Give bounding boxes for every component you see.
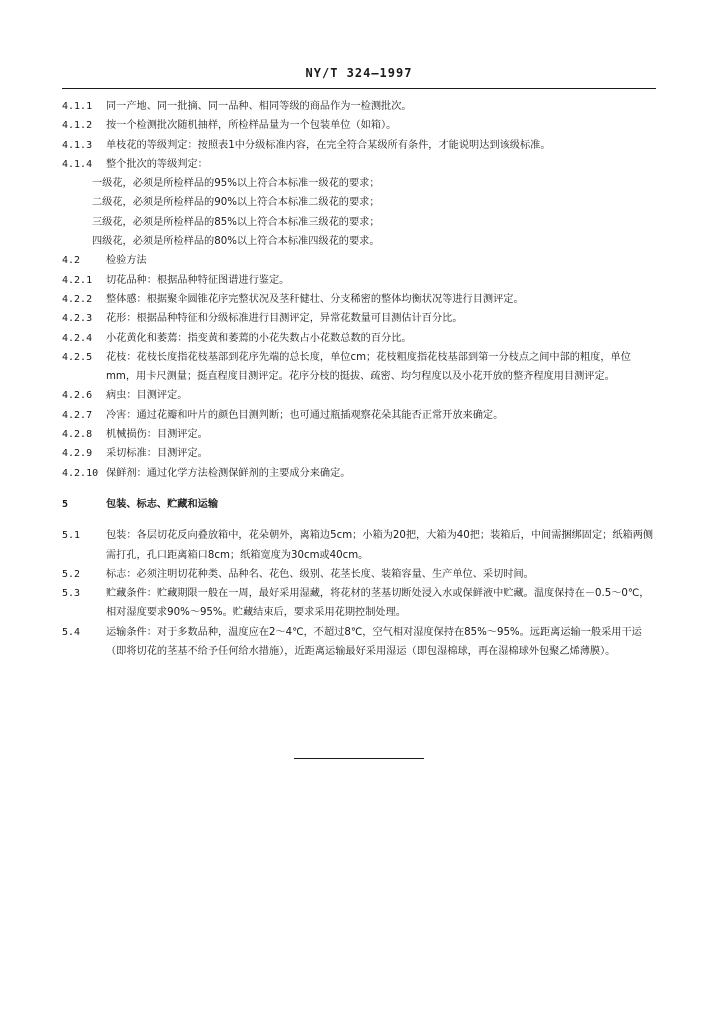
clause-text: 包装：各层切花反向叠放箱中，花朵朝外，离箱边5cm；小箱为20把，大箱为40把；装箱后，中间需捆绑固定；纸箱两侧需打孔，孔口距离箱口8cm；纸箱宽度为30cm或40cm。 (106, 530, 654, 561)
clause-number: 4.2.3 (62, 313, 93, 325)
grade-4-rule: 四级花，必须是所检样品的80%以上符合本标准四级花的要求。 (92, 236, 380, 248)
grade-1-rule: 一级花，必须是所检样品的95%以上符合本标准一级花的要求； (92, 178, 380, 190)
end-of-document-rule (294, 758, 424, 759)
clause-number: 4.2.2 (62, 293, 93, 305)
document-body (62, 97, 654, 661)
clause-text: 花枝：花枝长度指花枝基部到花序先端的总长度，单位cm；花枝粗度指花枝基部到第一分枝点之间中部的粗度，单位mm，用卡尺测量；挺直程度目测评定。花序分枝的挺拔、疏密、均匀程度以及小花开放的整齐程度用目测评定。 (106, 351, 631, 383)
clause-4-2-4 (62, 329, 654, 348)
section-title: 包装、标志、贮藏和运输 (106, 498, 219, 510)
clause-number: 4.2.8 (62, 429, 93, 441)
clause-5-4 (62, 623, 654, 662)
clause-text: 整个批次的等级判定： (106, 158, 208, 170)
clause-number: 4.1.3 (62, 139, 93, 151)
clause-4-2-8 (62, 425, 654, 444)
clause-text: 运输条件：对于多数品种，温度应在2～4℃，不超过8℃，空气相对湿度保持在85%～95%。远距离运输一般采用干运（即将切花的茎基不给予任何给水措施），近距离运输最好采用湿运（即包湿棉球，再在湿棉球外包聚乙烯薄膜）。 (106, 626, 642, 658)
section-4-2-heading (62, 251, 654, 270)
clause-text: 按一个检测批次随机抽样，所检样品量为一个包装单位（如箱）。 (106, 120, 397, 132)
clause-number: 4.2.1 (62, 274, 93, 286)
clause-4-1-1 (62, 97, 654, 116)
clause-text: 同一产地、同一批摘、同一品种、相同等级的商品作为一检测批次。 (106, 101, 412, 112)
section-title: 检验方法 (106, 255, 147, 267)
clause-4-2-5 (62, 348, 654, 387)
spacer (62, 514, 654, 526)
clause-number: 5.1 (62, 530, 81, 542)
header-rule (62, 88, 656, 89)
grade-3-rule: 三级花，必须是所检样品的85%以上符合本标准三级花的要求； (92, 216, 380, 228)
clause-number: 4.1.4 (62, 158, 93, 170)
clause-number: 5.2 (62, 568, 81, 580)
clause-text: 病虫：目测评定。 (106, 390, 188, 402)
clause-4-2-1 (62, 271, 654, 290)
clause-4-2-9 (62, 444, 654, 463)
clause-4-1-4 (62, 155, 654, 174)
clause-4-2-10 (62, 464, 654, 483)
clause-number: 4.2.4 (62, 332, 93, 344)
section-number: 5 (62, 498, 69, 510)
clause-text: 标志：必须注明切花种类、品种名、花色、级别、花茎长度、装箱容量、生产单位、采切时间。 (106, 568, 534, 580)
clause-5-3 (62, 584, 654, 623)
clause-text: 花形：根据品种特征和分级标准进行目测评定，异常花数量可目测估计百分比。 (106, 313, 463, 325)
clause-number: 4.2.10 (62, 467, 99, 479)
standard-code-header: NY/T 324—1997 (305, 66, 413, 80)
clause-number: 4.2.9 (62, 448, 93, 460)
clause-number: 4.2.6 (62, 390, 93, 402)
clause-text: 机械损伤：目测评定。 (106, 429, 208, 441)
clause-text: 整体感：根据聚伞圆锥花序完整状况及茎秆健壮、分支稀密的整体均衡状况等进行目测评定。 (106, 293, 524, 305)
section-number: 4.2 (62, 255, 81, 267)
clause-number: 4.2.5 (62, 351, 93, 363)
section-5-heading (62, 495, 654, 514)
clause-4-1-3 (62, 136, 654, 155)
clause-4-1-2 (62, 116, 654, 135)
clause-number: 5.3 (62, 588, 81, 600)
clause-number: 4.1.2 (62, 120, 93, 132)
clause-text: 采切标准：目测评定。 (106, 448, 208, 460)
clause-number: 4.1.1 (62, 101, 93, 112)
clause-5-1 (62, 526, 654, 565)
grade-2-rule: 二级花，必须是所检样品的90%以上符合本标准二级花的要求； (92, 197, 380, 209)
clause-text: 保鲜剂：通过化学方法检测保鲜剂的主要成分来确定。 (106, 467, 351, 479)
clause-text: 切花品种：根据品种特征图谱进行鉴定。 (106, 274, 290, 286)
clause-number: 5.4 (62, 626, 81, 638)
clause-number: 4.2.7 (62, 409, 93, 421)
clause-4-2-7 (62, 406, 654, 425)
clause-4-2-2 (62, 290, 654, 309)
clause-text: 贮藏条件：贮藏期限一般在一周，最好采用湿藏，将花材的茎基切断处浸入水或保鲜液中贮藏。温度保持在－0.5～0℃，相对湿度要求90%～95%。贮藏结束后，要求采用花期控制处理。 (106, 588, 650, 619)
spacer (62, 483, 654, 495)
clause-5-2 (62, 565, 654, 584)
clause-4-2-6 (62, 386, 654, 405)
clause-text: 单枝花的等级判定：按照表1中分级标准内容，在完全符合某级所有条件，才能说明达到该级标准。 (106, 139, 551, 151)
clause-4-2-3 (62, 309, 654, 328)
clause-text: 冷害：通过花瓣和叶片的颜色目测判断；也可通过瓶插观察花朵其能否正常开放来确定。 (106, 409, 504, 421)
clause-text: 小花黄化和萎蔫：指变黄和萎蔫的小花失数占小花数总数的百分比。 (106, 332, 412, 344)
